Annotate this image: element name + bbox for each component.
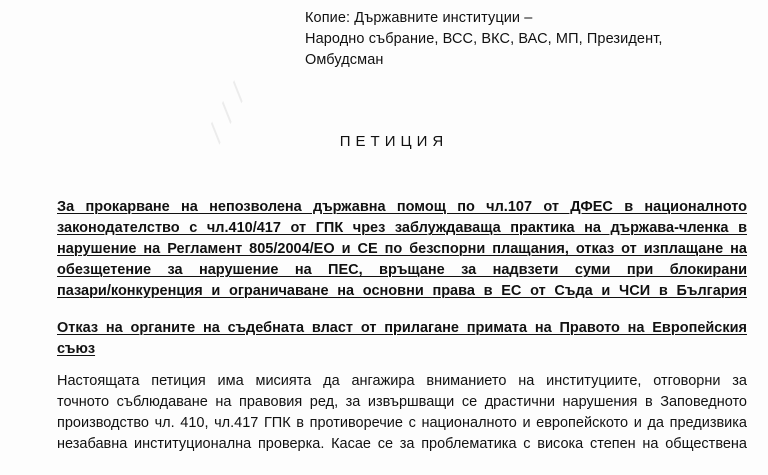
copies-block bbox=[305, 8, 662, 71]
body-line: незабавна институционална проверка. Касае се за проблематика с висока степен на обществена bbox=[57, 436, 747, 452]
subject-line: законодателство с чл.410/417 от ГПК чрез заблуждаваща практика на държава-членка в bbox=[57, 220, 747, 236]
body-paragraph bbox=[57, 371, 747, 455]
faint-stamp-mark: ⟋⟋⟋ bbox=[201, 72, 257, 146]
document-title: ПЕТИЦИЯ bbox=[339, 133, 449, 150]
petition-subject bbox=[57, 197, 747, 302]
body-line: производство чл. 410, чл.417 ГПК в противоречие с националното и европейското и да предизвика bbox=[57, 415, 747, 431]
subject-line: За прокарване на непозволена държавна помощ по чл.107 от ДФЕС в националното bbox=[57, 199, 747, 215]
subject-line: обезщетение за нарушение на ПЕС, връщане за надвзети суми при блокирани bbox=[57, 262, 747, 278]
copies-line-1: Копие: Държавните институции – bbox=[305, 10, 533, 26]
copies-line-2: Народно събрание, ВСС, ВКС, ВАС, МП, Президент, bbox=[305, 31, 663, 47]
copies-line-3: Омбудсман bbox=[305, 52, 384, 68]
refusal-line: съюз bbox=[57, 341, 96, 357]
subject-line: пазари/конкуренция и ограничаване на основни права в ЕС от Съда и ЧСИ в България bbox=[57, 283, 747, 299]
refusal-line: Отказ на органите на съдебната власт от прилагане примата на Правото на Европейския bbox=[57, 320, 747, 336]
subject-line: нарушение на Регламент 805/2004/ЕО и СЕ по безспорни плащания, отказ от изплащане на bbox=[57, 241, 747, 257]
body-line: точното съблюдаване на правовия ред, за извършващи се драстични нарушения в Заповедното bbox=[57, 394, 747, 410]
refusal-heading bbox=[57, 318, 747, 360]
body-line: Настоящата петиция има мисията да ангажира вниманието на институциите, отговорни за bbox=[57, 373, 747, 389]
